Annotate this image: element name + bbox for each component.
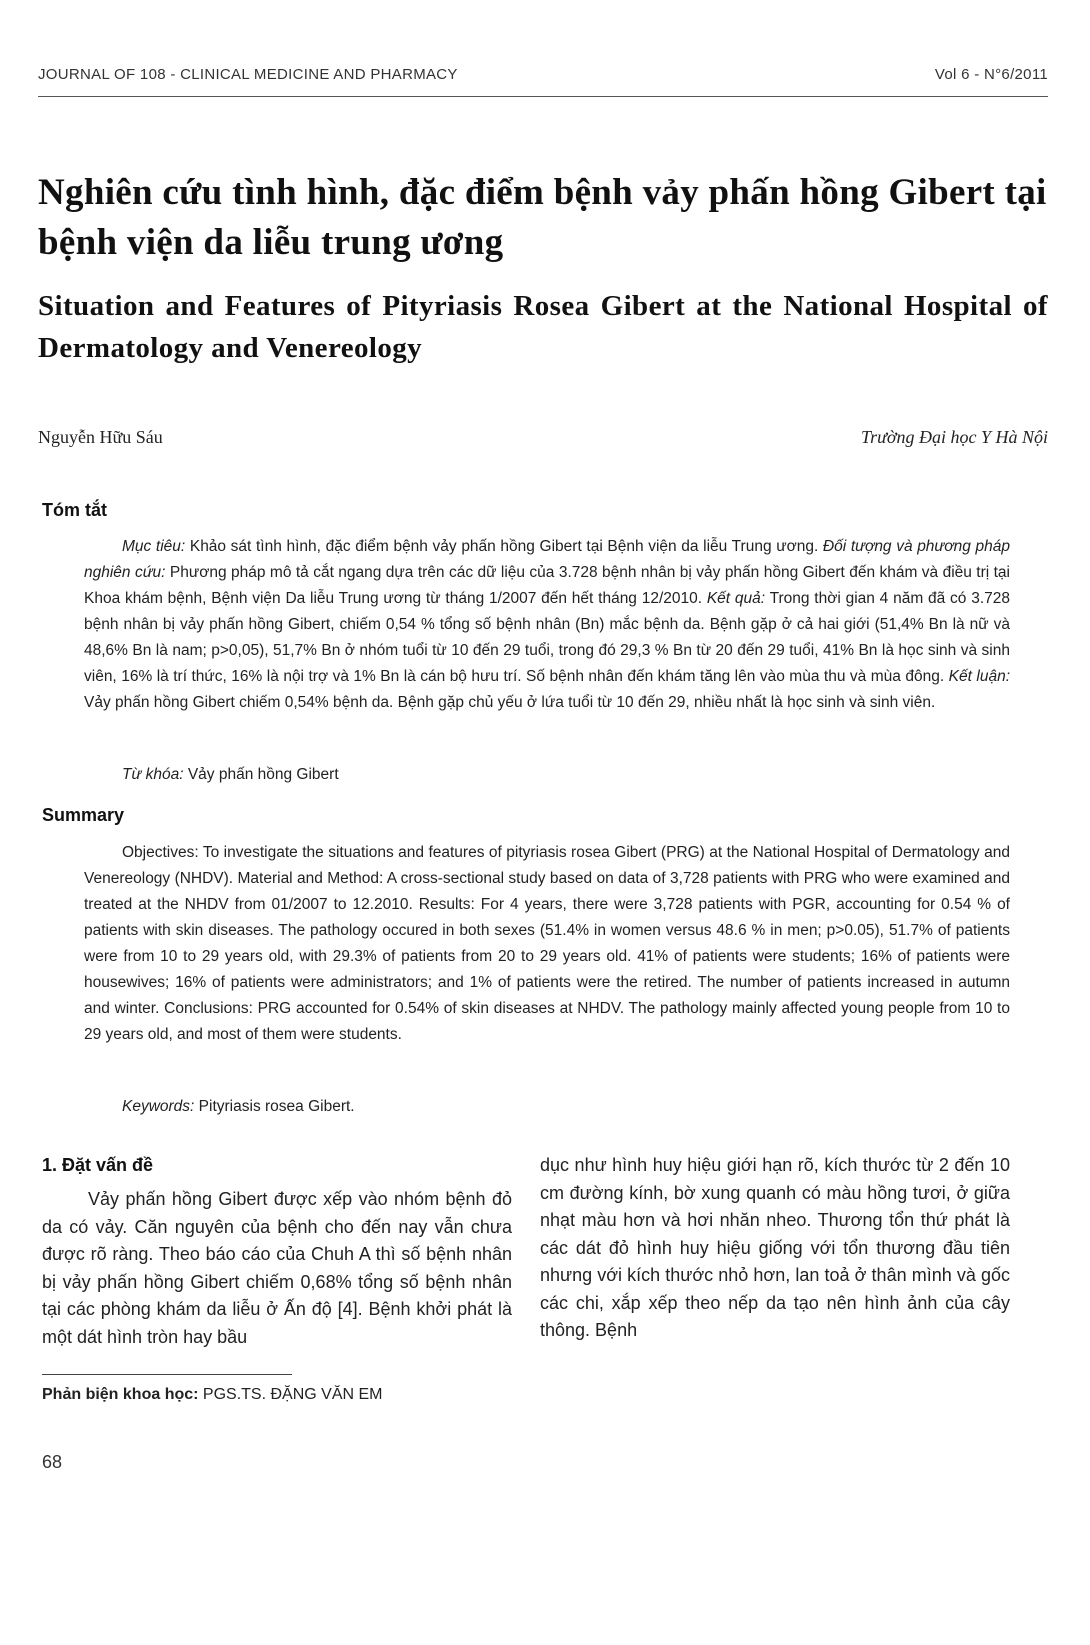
- running-header: [38, 66, 1048, 88]
- label-tu-khoa: Từ khóa:: [122, 766, 184, 783]
- label-muc-tieu: Mục tiêu:: [122, 538, 186, 555]
- label-keywords: Keywords:: [122, 1098, 195, 1115]
- label-ket-luan: Kết luận:: [948, 668, 1010, 685]
- header-rule: [38, 96, 1048, 97]
- section-1-heading: 1. Đặt vấn đề: [42, 1155, 154, 1175]
- abstract-vn-body: [84, 534, 1010, 716]
- reviewer-footnote: [42, 1386, 383, 1404]
- section-1-left-text: Vảy phấn hồng Gibert được xếp vào nhóm bệnh đỏ da có vảy. Căn nguyên của bệnh cho đến nay vẫn chưa được rõ ràng. Theo báo cáo của Chuh A thì số bệnh nhân bị vảy phấn hồng Gibert chiếm 0,68% tổng số bệnh nhân tại các phòng khám da liễu ở Ấn độ [4]. Bệnh khởi phát là một dát hình tròn hay bầu: [42, 1189, 512, 1347]
- author-affiliation: Trường Đại học Y Hà Nội: [861, 427, 1048, 447]
- title-vietnamese: Nghiên cứu tình hình, đặc điểm bệnh vảy phấn hồng Gibert tại bệnh viện da liễu trung ương: [38, 172, 1047, 263]
- journal-name: JOURNAL OF 108 - CLINICAL MEDICINE AND PHARMACY: [38, 66, 458, 83]
- text-tu-khoa: Vảy phấn hồng Gibert: [183, 766, 339, 783]
- text-ket-luan: Vảy phấn hồng Gibert chiếm 0,54% bệnh da. Bệnh gặp chủ yếu ở lứa tuổi từ 10 đến 29, nhiều nhất là học sinh và sinh viên.: [84, 694, 936, 711]
- text-keywords: Pityriasis rosea Gibert.: [194, 1098, 355, 1115]
- text-doi-tuong: Phương pháp mô tả cắt ngang dựa trên các dữ liệu của 3.728 bệnh nhân bị vảy phấn hồng Gibert đến khám và điều trị tại Khoa khám bệnh, Bệnh viện Da liễu Trung ương từ tháng 1/2007 đến hết tháng 12/2010.: [84, 564, 1010, 607]
- title-english: Situation and Features of Pityriasis Rosea Gibert at the National Hospital of Dermatology and Venereology: [38, 290, 1048, 364]
- label-doi-tuong: Đối tượng và phương pháp nghiên cứu:: [84, 538, 1010, 581]
- text-muc-tieu: Khảo sát tình hình, đặc điểm bệnh vảy phấn hồng Gibert tại Bệnh viện da liễu Trung ương.: [185, 538, 823, 555]
- summary-body: [84, 840, 1010, 1048]
- summary-text: Objectives: To investigate the situations and features of pityriasis rosea Gibert (PRG) at the National Hospital of Dermatology and Venereology (NHDV). Material and Method: A cross-sectional study based on data of 3,728 patients with PRG who were examined and treated at the NHDV from 01/2007 to 12.2010. Results: For 4 years, there were 3,728 patients with PGR, accounting for 0.54 % of patients with skin diseases. The pathology occured in both sexes (51.4% in women versus 48.6 % in men; p>0.05), 51.7% of patients were from 10 to 29 years old, with 29.3% of patients from 20 to 29 years old. 41% of patients were students; 16% of patients were housewives; 16% of patients were administrators; and 1% of patients were the retired. The number of patients increased in autumn and winter. Conclusions: PRG accounted for 0.54% of skin diseases at NHDV. The pathology mainly affected young people from 10 to 29 years old, and most of them were students.: [84, 844, 1010, 1043]
- footnote-label: Phản biện khoa học:: [42, 1386, 199, 1403]
- page-number: 68: [42, 1452, 63, 1472]
- section-1-left-column: [42, 1186, 512, 1351]
- footnote-text: PGS.TS. ĐẶNG VĂN EM: [198, 1386, 383, 1403]
- keywords-vn: [122, 766, 339, 784]
- keywords-en: [122, 1098, 355, 1116]
- abstract-vn-heading: Tóm tắt: [42, 500, 107, 520]
- issue-number: Vol 6 - N°6/2011: [934, 66, 1048, 83]
- summary-heading: Summary: [42, 805, 125, 825]
- author-name: Nguyễn Hữu Sáu: [38, 427, 163, 447]
- section-1-right-column: dục như hình huy hiệu giới hạn rõ, kích thước từ 2 đến 10 cm đường kính, bờ xung quanh có màu hồng tươi, ở giữa nhạt màu hơn và hơi nhăn nheo. Thương tổn thứ phát là các dát đỏ hình huy hiệu giống với tổn thương đầu tiên nhưng với kích thước nhỏ hơn, lan toả ở thân mình và gốc các chi, xắp xếp theo nếp da tạo nên hình ảnh của cây thông. Bệnh: [540, 1155, 1010, 1340]
- text-ket-qua: Trong thời gian 4 năm đã có 3.728 bệnh nhân bị vảy phấn hồng Gibert, chiếm 0,54 % tổng số bệnh nhân (Bn) mắc bệnh da. Bệnh gặp ở cả hai giới (51,4% Bn là nữ và 48,6% Bn là nam; p>0,05), 51,7% Bn ở nhóm tuổi từ 10 đến 29 tuổi, trong đó 29,3 % Bn từ 20 đến 29 tuổi, 41% Bn là học sinh và sinh viên, 16% là trí thức, 16% là nội trợ và 1% Bn là cán bộ hưu trí. Số bệnh nhân đến khám tăng lên vào mùa thu và mùa đông.: [84, 590, 1010, 685]
- footnote-rule: [42, 1374, 292, 1375]
- label-ket-qua: Kết quả:: [706, 590, 766, 607]
